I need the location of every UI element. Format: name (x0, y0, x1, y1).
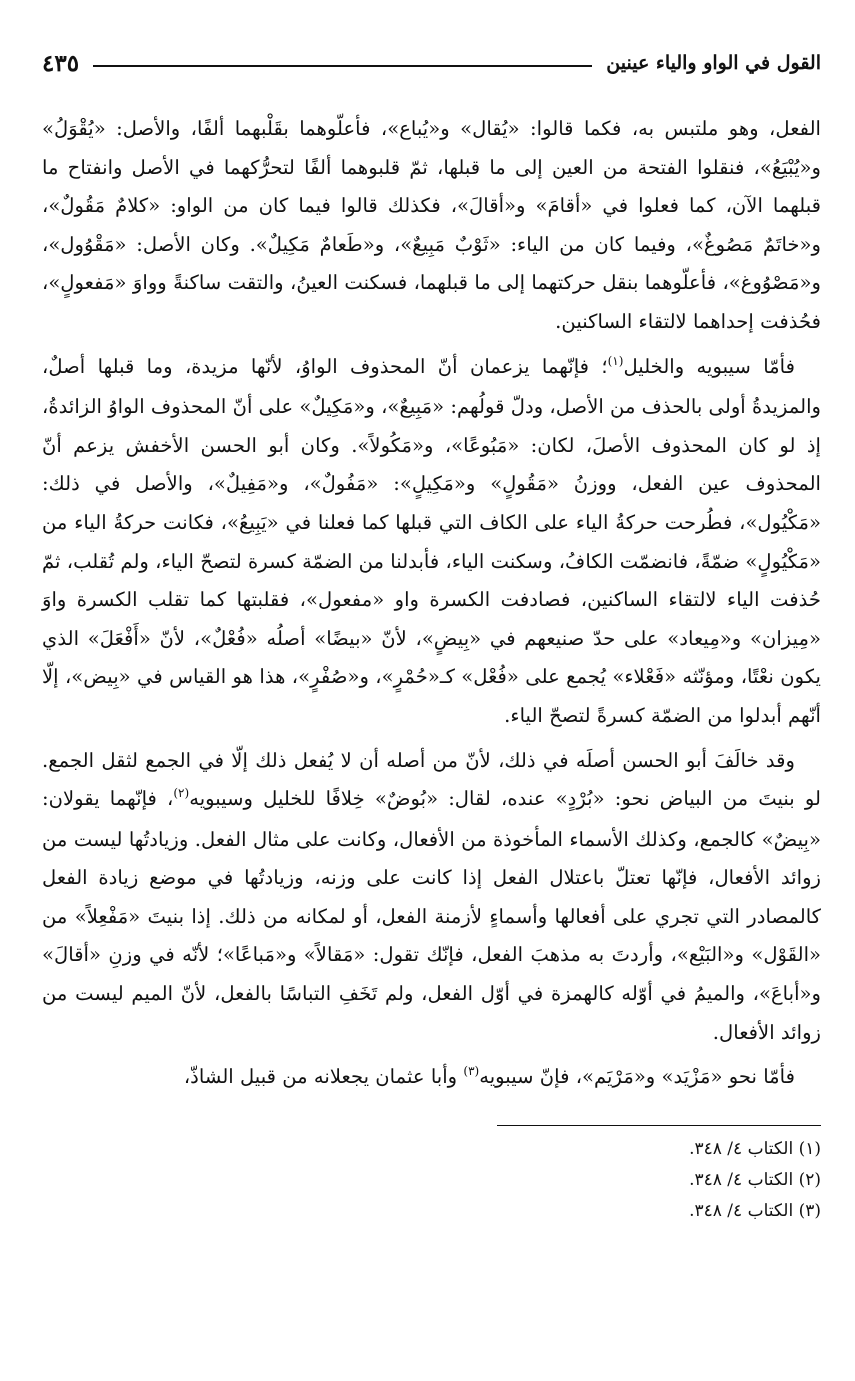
paragraph-1: الفعل، وهو ملتبس به، فكما قالوا: «يُقال» و«يُباع»، فأعلّوهما بقَلْبهما ألفًا، والأصل: «يُقْوَلُ» و«يُبْيَعُ»، فنقلوا الفتحة من العين إلى ما قبلها، ثمّ قلبوهما ألفًا لتحرُّكهما في الأصل وانفتاح ما قبلهما الآن، كما فعلوا في «أقامَ» و«أقالَ»، فكذلك قالوا فيما كان من الواو: «كلامٌ مَقُولٌ»، و«خاتَمٌ مَصُوغٌ»، وفيما كان من الياء: «ثَوْبٌ مَبِيعٌ»، و«طَعامٌ مَكِيلٌ». وكان الأصل: «مَقْوُول»، و«مَصْوُوغ»، فأعلّوهما بنقل حركتهما إلى ما قبلهما، فسكنت العينُ، والتقت ساكنةً وواوَ «مَفعولٍ»، فحُذفت إحداهما لالتقاء الساكنين. (42, 117, 822, 333)
footnote-3: (٣) الكتاب ٤/ ٣٤٨. (689, 1200, 821, 1221)
page-number: ٤٣٥ (42, 49, 80, 77)
paragraph-4-start: فأمّا نحو «مَزْيَد» و«مَرْيَم»، فإنّ سيبويه (479, 1065, 795, 1089)
footnote-2: (٢) الكتاب ٤/ ٣٤٨. (689, 1169, 821, 1190)
paragraph-3-start: وقد خالَفَ أبو الحسن أصلَه في ذلك، لأنّ من أصله أن لا يُفعل ذلك إلّا في الجمع لثقل الجمع. لو بنيتَ من البياض نحو: «بُرْدٍ» عنده، لقال: «بُوضٌ» خِلافًا للخليل وسيبويه (42, 748, 821, 811)
footnote-marker-3: (٣) (463, 1064, 480, 1079)
footnote-marker-2: (٢) (173, 786, 190, 801)
paragraph-3 (42, 742, 821, 1053)
footnote-marker-1: (١) (607, 353, 624, 368)
book-page (42, 46, 821, 1346)
paragraph-2-rest: ؛ فإنّهما يزعمان أنّ المحذوف الواوُ، لأنّها مزيدة، وما قبلها أصلٌ، والمزيدةُ أولى بالحذف من الأصل، ودلّ قولُهم: «مَبِيعٌ»، و«مَكِيلٌ» على أنّ المحذوف الواوُ الزائدةُ، إذ لو كان المحذوف الأصلَ، لكان: «مَبُوعًا»، و«مَكُولاً». وكان أبو الحسن الأخفش يزعم أنّ المحذوف عين الفعل، ووزنُ «مَقُولٍ» و«مَكِيلٍ»: «مَفُولٌ»، و«مَفِيلٌ»، والأصل في ذلك: «مَكْيُول»، فطُرحت حركةُ الياء على الكاف التي قبلها كما فعلنا في «يَبِيعُ»، فكانت حركةُ الياء من «مَكْيُولٍ» ضمّةً، فانضمّت الكافُ، وسكنت الياء، فأبدلنا من الضمّة كسرة لتصحّ الياء، ولم تُقلب، ثمّ حُذفت الياء لالتقاء الساكنين، فصادفت الكسرة واو «مفعول»، فقلبتها كما تقلب الكسرة واوَ «مِيزان» و«مِيعاد» على حدّ صنيعهم في «بِيضٍ»، لأنّ «بيضًا» أصلُه «فُعْلٌ»، لأنّ «أَفْعَلَ» الذي يكون نعْتًا، ومؤنّثه «فَعْلاء» يُجمع على «فُعْل» كـ«حُمْرٍ»، و«صُفْرٍ»، هذا هو القياس في «بِيض»، إلّا أنّهم أبدلوا من الضمّة كسرةً لتصحّ الياء. (42, 354, 821, 727)
page-body (42, 110, 821, 1099)
footnote-divider (497, 1125, 821, 1126)
paragraph-2 (42, 348, 821, 736)
paragraph-4 (42, 1058, 821, 1099)
running-head-title: القول في الواو والياء عينين (606, 52, 821, 74)
running-head-rule (93, 65, 592, 67)
footnote-1: (١) الكتاب ٤/ ٣٤٨. (689, 1138, 821, 1159)
paragraph-4-rest: وأبا عثمان يجعلانه من قبيل الشاذّ، (183, 1065, 464, 1089)
running-head (42, 46, 821, 80)
paragraph-3-rest: ، فإنّهما يقولان: «بِيضٌ» كالجمع، وكذلك الأسماء المأخوذة من الأفعال، وكانت على مثال الفعل. وزيادتُها ليست من زوائد الأفعال، فإنّها تعتلّ باعتلال الفعل إذا كانت على وزنه، وزيادتُها في موضع زيادة الفعل كالمصادر التي تجري على أفعالها وأسماءٍ لأزمنة الفعل، أو لمكانه من ذلك. إذا بنيتَ «مَفْعِلاً» من «القَوْل» و«البَيْع»، وأردتَ به مذهبَ الفعل، فإنّك تقول: «مَقالاً» و«مَباعًا»؛ لأنّه في وزنِ «أقالَ» و«أباعَ»، والميمُ في أوّله كالهمزة في أوّل الفعل، ولم تَخَفِ التباسًا بالفعل، لأنّ الميم ليست من زوائد الأفعال. (42, 787, 821, 1044)
footnotes (42, 1134, 821, 1227)
paragraph-2-start: فأمّا سيبويه والخليل (623, 354, 795, 378)
